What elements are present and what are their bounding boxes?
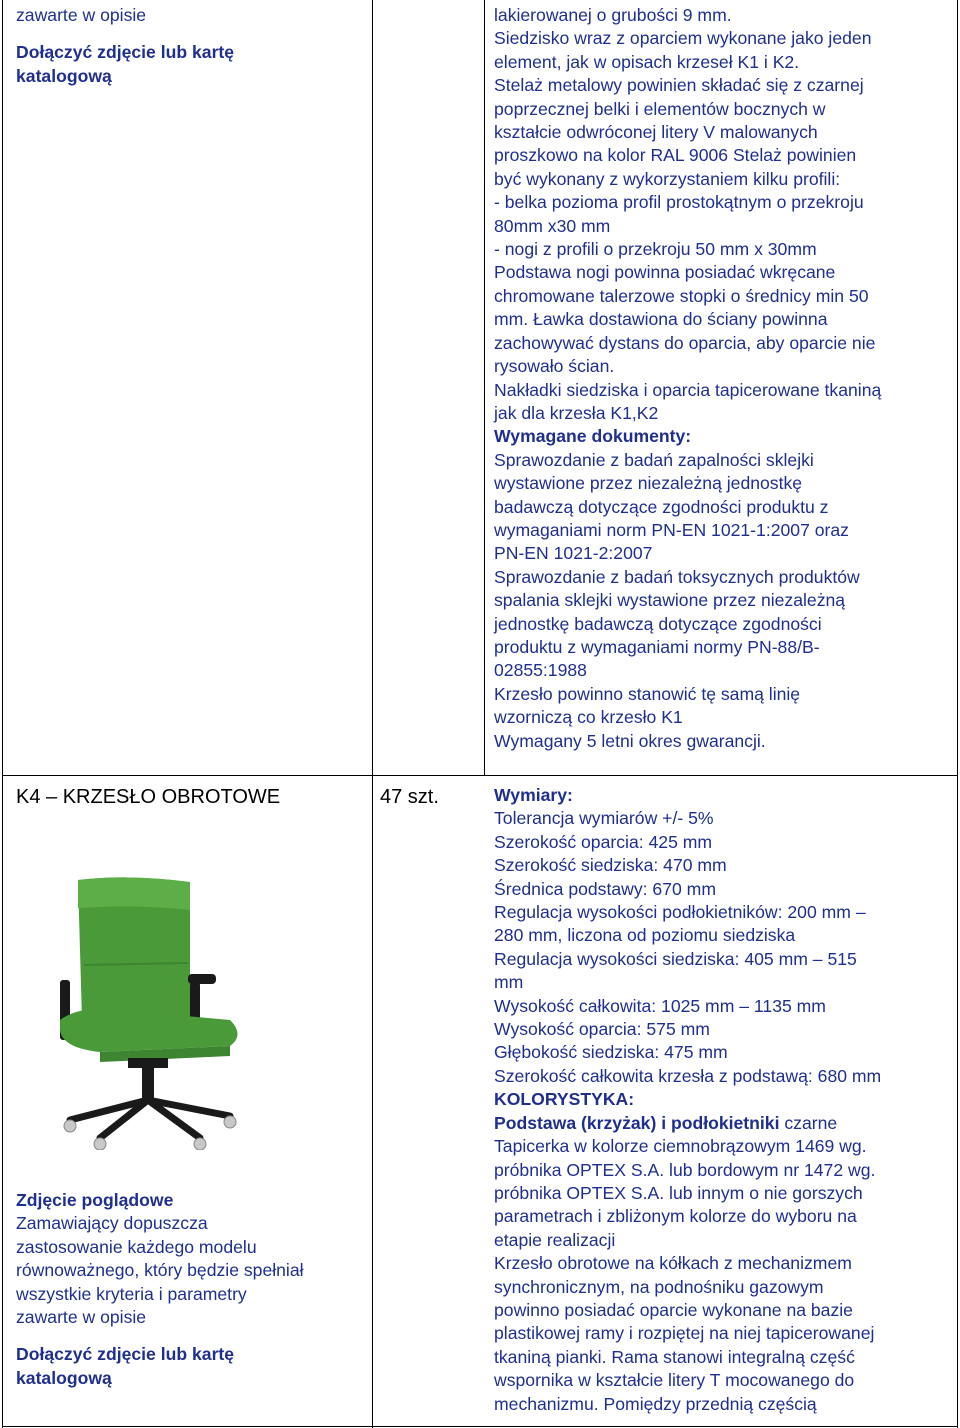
description-line: mm. Ławka dostawiona do ściany powinna <box>494 309 828 330</box>
dimensions-line: 280 mm, liczona od poziomu siedziska <box>494 925 796 946</box>
quantity: 47 szt. <box>380 786 439 808</box>
dimensions-line: Średnica podstawy: 670 mm <box>494 878 716 899</box>
description-line: lakierowanej o grubości 9 mm. <box>494 5 732 25</box>
dimensions-line: Wysokość całkowita: 1025 mm – 1135 mm <box>494 995 826 1016</box>
dimensions-line: Tolerancja wymiarów +/- 5% <box>494 808 714 829</box>
top-description-cell <box>494 4 954 753</box>
documents-heading: Wymagane dokumenty: <box>494 426 692 447</box>
dimensions-line: Regulacja wysokości siedziska: 405 mm – 515 <box>494 948 857 969</box>
colors-line: tkaniną pianki. Rama stanowi integralną część <box>494 1346 855 1367</box>
documents-line: Wymagany 5 letni okres gwarancji. <box>494 730 766 751</box>
dimensions-line: Głębokość siedziska: 475 mm <box>494 1042 728 1063</box>
documents-line: wzorniczą co krzesło K1 <box>494 707 683 728</box>
description-line: - nogi z profili o przekroju 50 mm x 30mm <box>494 239 817 260</box>
dimensions-line: Wysokość oparcia: 575 mm <box>494 1019 710 1040</box>
office-chair-photo <box>40 870 250 1150</box>
description-line: Podstawa nogi powinna posiadać wkręcane <box>494 262 836 283</box>
base-color-rest: czarne <box>779 1112 838 1133</box>
colors-line: powinno posiadać oparcie wykonane na bazie <box>494 1299 853 1320</box>
documents-line: badawczą dotyczące zgodności produktu z <box>494 496 829 517</box>
documents-line: PN-EN 1021-2:2007 <box>494 543 653 564</box>
colors-line: próbnika OPTEX S.A. lub bordowym nr 1472 wg. <box>494 1159 876 1180</box>
documents-line: spalania sklejki wystawione przez niezależną <box>494 590 846 611</box>
product-title: K4 – KRZESŁO OBROTOWE <box>16 786 281 808</box>
photo-caption-cell <box>16 1189 356 1390</box>
description-line: kształcie odwróconej litery V malowanych <box>494 122 818 143</box>
documents-line: jednostkę badawczą dotyczące zgodności <box>494 613 822 634</box>
dimensions-line: Szerokość siedziska: 470 mm <box>494 855 727 876</box>
description-line: rysowało ścian. <box>494 356 615 377</box>
colors-line: próbnika OPTEX S.A. lub innym o nie gorszych <box>494 1182 863 1203</box>
dimensions-heading: Wymiary: <box>494 785 573 805</box>
table-border-left <box>2 0 3 1428</box>
dimensions-line: Szerokość oparcia: 425 mm <box>494 831 713 852</box>
base-color-bold: Podstawa (krzyżak) i podłokietniki <box>494 1112 780 1133</box>
dimensions-line: Szerokość całkowita krzesła z podstawą: 680 mm <box>494 1065 882 1086</box>
description-line: - belka pozioma profil prostokątnym o przekroju <box>494 192 864 213</box>
documents-line: wystawione przez niezależną jednostkę <box>494 473 803 494</box>
colors-line: Tapicerka w kolorze ciemnobrązowym 1469 wg. <box>494 1136 867 1157</box>
documents-line: wymaganiami norm PN-EN 1021-1:2007 oraz <box>494 519 849 540</box>
table-border-bottom <box>2 1426 957 1427</box>
description-line: Nakładki siedziska i oparcia tapicerowane tkaniną <box>494 379 882 400</box>
description-line: 80mm x30 mm <box>494 215 611 236</box>
documents-line: 02855:1988 <box>494 660 587 681</box>
equivalent-note: Zamawiający dopuszcza zastosowanie każdego modelu równoważnego, który będzie spełniał wszystkie kryteria i parametry zawarte w opisie <box>16 1213 304 1328</box>
table-border-right <box>957 0 958 1428</box>
description-line: element, jak w opisach krzeseł K1 i K2. <box>494 51 800 72</box>
documents-line: Sprawozdanie z badań zapalności sklejki <box>494 449 814 470</box>
colors-line: etapie realizacji <box>494 1229 616 1250</box>
colors-line: wspornika w kształcie litery T mocowanego do <box>494 1370 855 1391</box>
row-separator <box>2 775 957 776</box>
colors-line: mechanizmu. Pomiędzy przednią częścią <box>494 1393 817 1414</box>
bottom-left-cell <box>16 784 356 810</box>
colors-line: synchronicznym, na podnośniku gazowym <box>494 1276 824 1297</box>
description-line: Siedzisko wraz z oparciem wykonane jako jeden <box>494 28 872 49</box>
documents-line: Krzesło powinno stanowić tę samą linię <box>494 683 801 704</box>
top-left-cell <box>16 4 356 88</box>
colors-line: parametrach i zbliżonym kolorze do wyboru na <box>494 1206 857 1227</box>
table-divider-2-top <box>484 0 485 776</box>
description-line: proszkowo na kolor RAL 9006 Stelaż powinien <box>494 145 857 166</box>
description-line: Stelaż metalowy powinien składać się z czarnej <box>494 75 864 96</box>
description-line: zachowywać dystans do oparcia, aby oparcie nie <box>494 332 876 353</box>
colors-heading: KOLORYSTYKA: <box>494 1089 635 1110</box>
base-color-line <box>494 1112 954 1135</box>
documents-line: produktu z wymaganiami normy PN-88/B- <box>494 636 820 657</box>
documents-text <box>494 449 954 753</box>
documents-line: Sprawozdanie z badań toksycznych produktów <box>494 566 860 587</box>
colors-text <box>494 1135 954 1416</box>
table-divider-1 <box>372 0 373 1428</box>
attach-photo-note-bottom: Dołączyć zdjęcie lub kartę katalogową <box>16 1344 235 1388</box>
colors-line: plastikowej ramy i rozpiętej na niej tapicerowanej <box>494 1323 875 1344</box>
photo-label: Zdjęcie poglądowe <box>16 1190 174 1210</box>
attach-photo-note: Dołączyć zdjęcie lub kartę katalogową <box>16 42 235 86</box>
dimensions-line: Regulacja wysokości podłokietników: 200 mm – <box>494 902 866 923</box>
description-line: poprzecznej belki i elementów bocznych w <box>494 98 826 119</box>
bottom-description-cell <box>494 784 954 1416</box>
dimensions-line: mm <box>494 972 524 993</box>
description-line: być wykonany z wykorzystaniem kilku profili: <box>494 168 841 189</box>
description-line: jak dla krzesła K1,K2 <box>494 402 659 423</box>
description-text <box>494 4 954 425</box>
description-line: chromowane talerzowe stopki o średnicy min 50 <box>494 285 869 306</box>
dimensions-text <box>494 807 954 1088</box>
criteria-note: zawarte w opisie <box>16 5 147 25</box>
colors-line: Krzesło obrotowe na kółkach z mechanizmem <box>494 1253 852 1274</box>
